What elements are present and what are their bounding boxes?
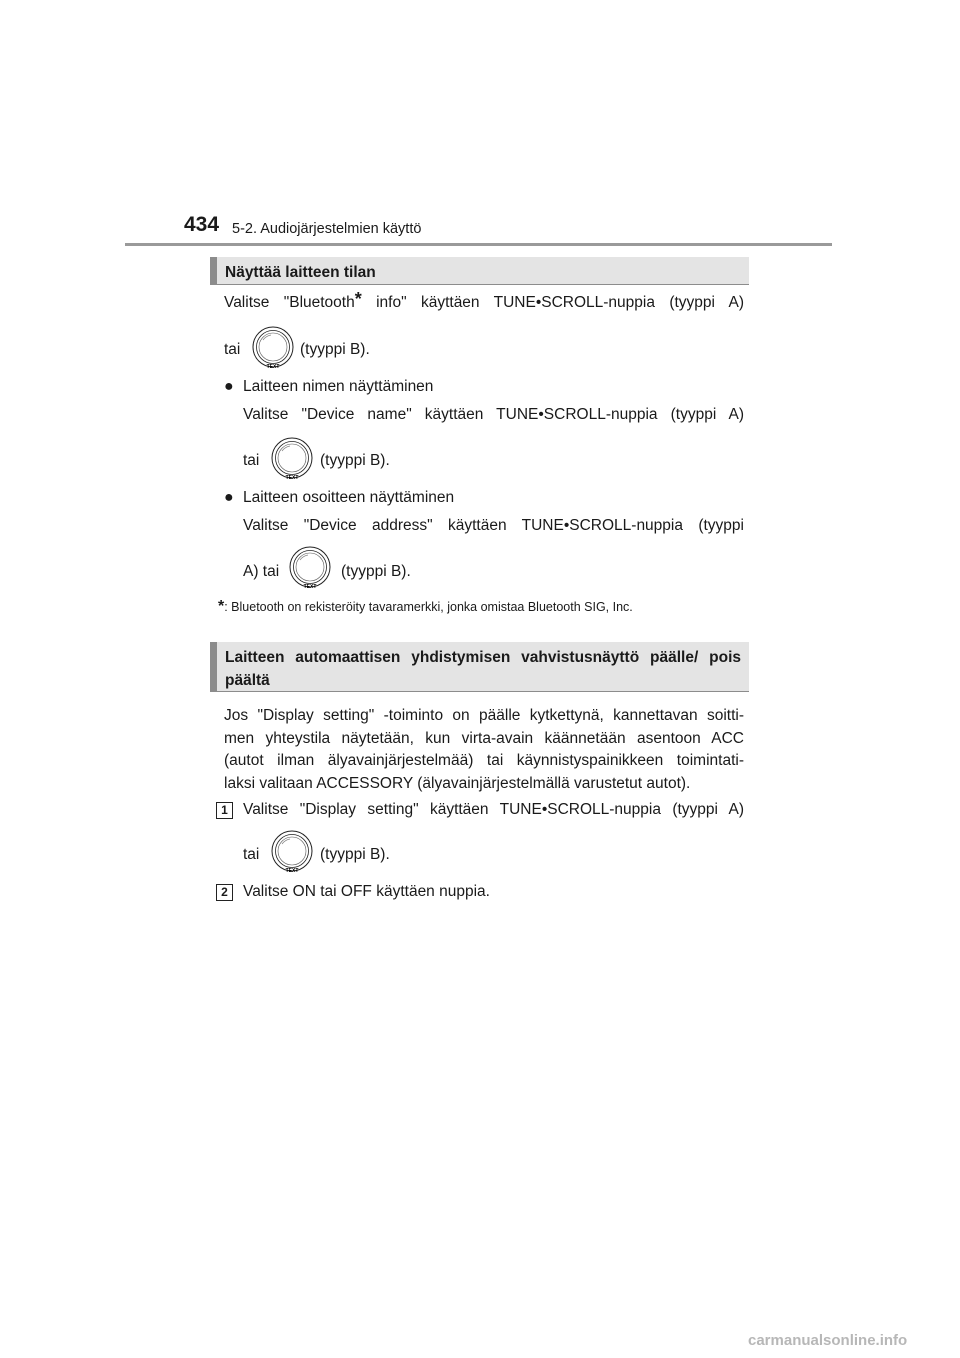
- text-segment: A) tai: [243, 563, 280, 580]
- heading-auto-connect: Laitteen automaattisen yhdistymisen vahvistusnäyttö päälle/ pois päältä: [210, 642, 749, 692]
- bullet-text: Valitse "Device address" käyttäen TUNE•SCROLL-nuppia (tyyppi: [243, 517, 744, 534]
- text-segment: Valitse "Bluetooth: [224, 294, 355, 311]
- text-segment: tai: [224, 341, 241, 358]
- footnote-text: : Bluetooth on rekisteröity tavaramerkki, jonka omistaa Bluetooth SIG, Inc.: [224, 600, 633, 614]
- page-number: 434: [184, 213, 220, 236]
- section-title: 5-2. Audiojärjestelmien käyttö: [232, 221, 422, 237]
- dial-label: TEXT: [285, 475, 299, 481]
- paragraph-line: Jos "Display setting" -toiminto on päälle kytkettynä, kannettavan soitti-: [224, 707, 744, 724]
- dial-knob-icon: [270, 437, 314, 481]
- dial-knob-icon: [251, 326, 295, 370]
- dial-label: TEXT: [303, 584, 317, 590]
- bullet-icon: ●: [224, 378, 234, 395]
- dial-knob-icon: [270, 830, 314, 874]
- bullet-title: Laitteen nimen näyttäminen: [243, 378, 434, 395]
- text-segment: tai: [243, 452, 260, 469]
- asterisk-mark: *: [354, 289, 362, 309]
- bullet-title: Laitteen osoitteen näyttäminen: [243, 489, 455, 506]
- step-number-1: 1: [216, 802, 233, 819]
- step-text: Valitse "Display setting" käyttäen TUNE•SCROLL-nuppia (tyyppi A): [243, 801, 744, 818]
- text-segment: (tyyppi B).: [320, 452, 390, 469]
- dial-label: TEXT: [285, 868, 299, 874]
- step-text: Valitse ON tai OFF käyttäen nuppia.: [243, 883, 490, 900]
- header-divider: [125, 243, 832, 246]
- dial-label: TEXT: [266, 364, 280, 370]
- paragraph-line: laksi valitaan ACCESSORY (älyavainjärjestelmällä varustetut autot).: [224, 774, 691, 792]
- step-number-2: 2: [216, 884, 233, 901]
- heading-device-status: Näyttää laitteen tilan: [210, 257, 749, 285]
- text-segment: (tyyppi B).: [320, 846, 390, 863]
- paragraph-line: (autot ilman älyavainjärjestelmää) tai käynnistyspainikkeen toimintati-: [224, 752, 744, 769]
- watermark: carmanualsonline.info: [748, 1332, 908, 1349]
- footnote: [218, 598, 633, 616]
- paragraph-line: men yhteystila näytetään, kun virta-avain käännetään asentoon ACC: [224, 729, 744, 747]
- bullet-icon: ●: [224, 489, 234, 506]
- bullet-text: Valitse "Device name" käyttäen TUNE•SCROLL-nuppia (tyyppi A): [243, 406, 744, 423]
- footnote-asterisk: *: [218, 598, 225, 615]
- text-segment: tai: [243, 846, 260, 863]
- paragraph-bluetooth-info: [224, 289, 744, 313]
- text-segment: (tyyppi B).: [300, 341, 370, 358]
- paragraph-display-setting: [224, 705, 744, 795]
- text-segment: info" käyttäen TUNE•SCROLL-nuppia (tyyppi A): [361, 294, 744, 311]
- text-segment: (tyyppi B).: [341, 563, 411, 580]
- dial-knob-icon: [288, 546, 332, 590]
